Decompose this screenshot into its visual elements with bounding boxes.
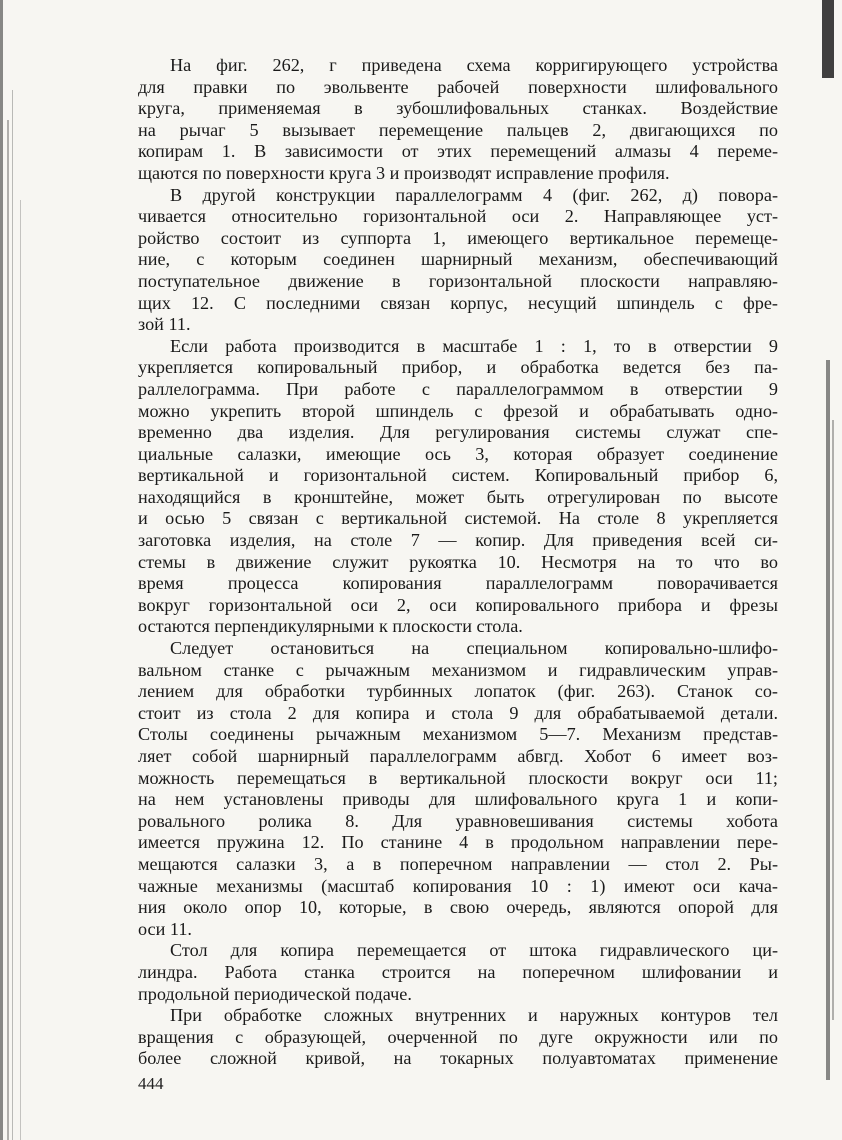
body-text: [138, 55, 778, 1070]
text-line: ройство состоит из суппорта 1, имеющего вертикальное перемеще-: [138, 227, 778, 248]
text-line: оси 11.: [138, 918, 192, 939]
text-line: Следует остановиться на специальном копировально-шлифо-: [170, 638, 778, 659]
right-scan-edge-2: [826, 360, 830, 1080]
text-line: можно укрепить второй шпиндель с фрезой и обрабатывать одно-: [138, 400, 778, 421]
text-line: можность перемещаться в вертикальной плоскости вокруг оси 11;: [138, 767, 778, 788]
text-line: остаются перпендикулярными к плоскости стола.: [138, 616, 523, 637]
text-line: копирам 1. В зависимости от этих перемещений алмазы 4 переме-: [138, 141, 778, 162]
text-line: Столы соединены рычажным механизмом 5—7. Механизм представ-: [138, 724, 778, 745]
text-line: В другой конструкции параллелограмм 4 (фиг. 262, д) повора-: [170, 184, 778, 205]
text-line: вертикальной и горизонтальной систем. Копировальный прибор 6,: [138, 465, 778, 486]
text-line: вращения с образующей, очерченной по дуге окружности или по: [138, 1026, 778, 1047]
left-scan-edge: [0, 0, 3, 1140]
text-line: чивается относительно горизонтальной оси 2. Направляющее уст-: [138, 206, 778, 227]
text-line: Если работа производится в масштабе 1 : 1, то в отверстии 9: [170, 335, 778, 356]
text-line: При обработке сложных внутренних и наружных контуров тел: [170, 1005, 778, 1026]
left-scan-edge-2: [7, 120, 9, 1140]
left-scan-edge-3: [12, 90, 13, 1140]
text-line: имеется пружина 12. По станине 4 в продольном направлении пере-: [138, 832, 778, 853]
right-scan-edge-3: [832, 420, 834, 1020]
text-line: и осью 5 связан с вертикальной системой. На столе 8 укрепляется: [138, 508, 778, 529]
text-line: Стол для копира перемещается от штока гидравлического ци-: [170, 940, 778, 961]
text-line: ние, с которым соединен шарнирный механизм, обеспечивающий: [138, 249, 778, 270]
text-line: на рычаг 5 вызывает перемещение пальцев 2, двигающихся по: [138, 119, 778, 140]
text-line: раллелограмма. При работе с параллелограммом в отверстии 9: [138, 378, 778, 399]
text-line: линдра. Работа станка строится на поперечном шлифовании и: [138, 961, 778, 982]
text-line: вальном станке с рычажным механизмом и гидравлическим управ-: [138, 659, 778, 680]
text-line: ровального ролика 8. Для уравновешивания системы хобота: [138, 810, 778, 831]
text-line: продольной периодической подаче.: [138, 983, 412, 1004]
text-line: стемы в движение служит рукоятка 10. Несмотря на то что во: [138, 551, 778, 572]
text-line: чажные механизмы (масштаб копирования 10 : 1) имеют оси кача-: [138, 875, 778, 896]
text-line: На фиг. 262, г приведена схема корригирующего устройства: [170, 55, 778, 75]
text-line: стоит из стола 2 для копира и стола 9 для обрабатываемой детали.: [138, 702, 778, 723]
text-line: укрепляется копировальный прибор, и обработка ведется без па-: [138, 357, 778, 378]
text-line: циальные салазки, имеющие ось 3, которая образует соединение: [138, 443, 778, 464]
text-line: щих 12. С последними связан корпус, несущий шпиндель с фре-: [138, 292, 778, 313]
text-line: ляет собой шарнирный параллелограмм абвгд. Хобот 6 имеет воз-: [138, 746, 778, 766]
left-scan-edge-4: [20, 200, 21, 1140]
text-line: для правки по эвольвенте рабочей поверхности шлифовального: [138, 76, 778, 97]
text-line: зой 11.: [138, 314, 191, 335]
text-line: лением для обработки турбинных лопаток (фиг. 263). Станок со-: [138, 681, 778, 702]
page-number: 444: [138, 1074, 164, 1093]
text-line: ния около опор 10, которые, в свою очередь, являются опорой для: [138, 897, 778, 918]
text-line: находящийся в кронштейне, может быть отрегулирован по высоте: [138, 486, 778, 507]
text-line: щаются по поверхности круга 3 и производят исправление профиля.: [138, 162, 670, 183]
text-line: мещаются салазки 3, а в поперечном направлении — стол 2. Ры-: [138, 853, 778, 874]
text-line: круга, применяемая в зубошлифовальных станках. Воздействие: [138, 98, 778, 119]
text-line: вокруг горизонтальной оси 2, оси копировального прибора и фрезы: [138, 594, 778, 615]
text-line: временно два изделия. Для регулирования системы служат спе-: [138, 422, 778, 443]
text-line: поступательное движение в горизонтальной плоскости направляю-: [138, 270, 778, 291]
text-line: на нем установлены приводы для шлифовального круга 1 и копи-: [138, 789, 778, 810]
text-line: время процесса копирования параллелограмм поворачивается: [138, 573, 778, 594]
text-line: заготовка изделия, на столе 7 — копир. Для приведения всей си-: [138, 530, 778, 551]
text-line: более сложной кривой, на токарных полуавтоматах применение: [138, 1048, 778, 1069]
right-scan-edge: [822, 0, 834, 78]
